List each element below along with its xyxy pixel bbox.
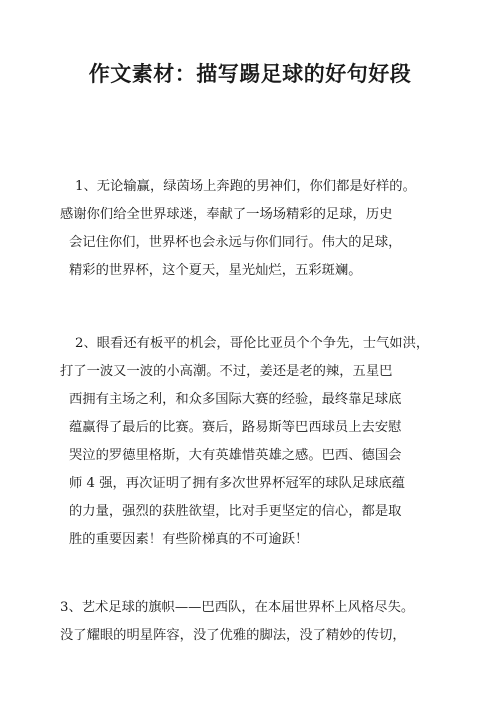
paragraph-line: 哭泣的罗德里格斯，大有英雄惜英雄之感。巴西、德国会 bbox=[69, 448, 402, 463]
document-title: 作文素材：描写踢足球的好句好段 bbox=[88, 62, 412, 86]
paragraph-line: 精彩的世界杯，这个夏天，星光灿烂，五彩斑斓。 bbox=[69, 263, 362, 278]
paragraph-line: 师 4 强，再次证明了拥有多次世界杯冠军的球队足球底蕴 bbox=[69, 476, 406, 491]
paragraph-line: 胜的重要因素！有些阶梯真的不可逾跃！ bbox=[69, 532, 309, 547]
paragraph-line: 会记住你们，世界杯也会永远与你们同行。伟大的足球， bbox=[69, 235, 402, 250]
paragraph-line: 打了一波又一波的小高潮。不过，姜还是老的辣，五星巴 bbox=[60, 364, 393, 379]
paragraph-line: 3、艺术足球的旗帜——巴西队，在本届世界杯上风格尽失。 bbox=[60, 600, 415, 615]
paragraph-3 bbox=[60, 594, 445, 650]
paragraph-1 bbox=[60, 173, 445, 285]
paragraph-line: 没了耀眼的明星阵容，没了优雅的脚法，没了精妙的传切， bbox=[60, 628, 406, 643]
paragraph-line: 蕴赢得了最后的比赛。赛后，路易斯等巴西球员上去安慰 bbox=[69, 420, 402, 435]
paragraph-2 bbox=[60, 330, 445, 554]
paragraph-line: 2、眼看还有板平的机会，哥伦比亚员个个争先，士气如洪， bbox=[75, 336, 430, 351]
paragraph-line: 的力量，强烈的获胜欲望，比对手更坚定的信心，都是取 bbox=[69, 504, 402, 519]
paragraph-line: 1、无论输赢，绿茵场上奔跑的男神们，你们都是好样的。 bbox=[75, 179, 416, 194]
paragraph-line: 西拥有主场之利，和众多国际大赛的经验，最终靠足球底 bbox=[69, 392, 402, 407]
paragraph-line: 感谢你们给全世界球迷，奉献了一场场精彩的足球，历史 bbox=[60, 207, 393, 222]
